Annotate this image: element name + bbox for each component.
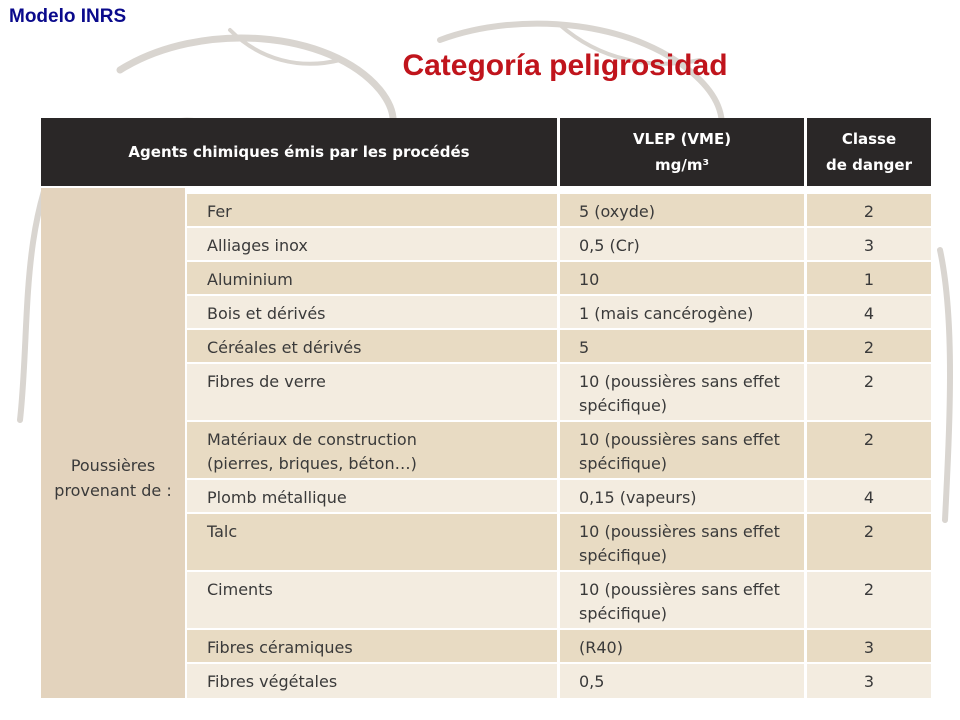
group-label-line2: provenant de :: [54, 481, 172, 500]
vlep-cell-text: 10 (poussières sans effet: [579, 372, 780, 391]
vlep-cell: [560, 422, 804, 478]
classe-cell-text: 2: [863, 522, 875, 541]
group-label-line1: Poussières: [70, 456, 156, 475]
classe-cell-text: 3: [863, 236, 875, 255]
vlep-cell-text: 0,5 (Cr): [579, 236, 640, 255]
table-header: [41, 118, 931, 186]
agent-cell-text: Aluminium: [207, 270, 293, 289]
vlep-cell-text: 10 (poussières sans effet: [579, 522, 780, 541]
vlep-cell-text: 0,5: [579, 672, 605, 691]
agent-cell-text: Plomb métallique: [207, 488, 347, 507]
vlep-cell-text: spécifique): [579, 454, 668, 473]
vlep-cell: [560, 262, 804, 294]
classe-cell: [807, 194, 931, 226]
classe-cell-text: 2: [863, 338, 875, 357]
classe-cell-text: 4: [863, 488, 875, 507]
classe-cell-text: 2: [863, 202, 875, 221]
agent-cell: [187, 194, 557, 226]
table-row: [187, 262, 931, 294]
agent-cell-text: Bois et dérivés: [207, 304, 326, 323]
header-agents: [41, 118, 557, 186]
vlep-cell: [560, 296, 804, 328]
header-vlep-line1: VLEP (VME): [632, 130, 732, 148]
classe-cell: [807, 296, 931, 328]
classe-cell: [807, 228, 931, 260]
table-row: [187, 480, 931, 512]
vlep-cell-text: 5 (oxyde): [579, 202, 655, 221]
table-row: [187, 422, 931, 478]
header-classe-line2: de danger: [826, 156, 912, 174]
table-row: [187, 364, 931, 420]
vlep-cell-text: 1 (mais cancérogène): [579, 304, 754, 323]
vlep-cell-text: 10: [579, 270, 600, 289]
classe-cell-text: 3: [863, 672, 875, 691]
agent-cell: [187, 422, 557, 478]
table-row: [187, 664, 931, 698]
agent-cell-text: Fer: [207, 202, 232, 221]
vlep-cell: [560, 364, 804, 420]
vlep-cell: [560, 228, 804, 260]
page-title: Categoría peligrosidad: [402, 49, 728, 82]
classe-cell: [807, 572, 931, 628]
vlep-cell: [560, 630, 804, 662]
brand-label: Modelo INRS: [9, 6, 127, 27]
vlep-cell-text: (R40): [579, 638, 623, 657]
classe-cell: [807, 330, 931, 362]
vlep-cell-text: 0,15 (vapeurs): [579, 488, 697, 507]
classe-cell: [807, 262, 931, 294]
classe-cell: [807, 364, 931, 420]
classe-cell-text: 2: [863, 372, 875, 391]
classe-cell-text: 2: [863, 580, 875, 599]
agent-cell-text: Fibres céramiques: [207, 638, 353, 657]
agent-cell-text: Ciments: [207, 580, 273, 599]
vlep-cell: [560, 194, 804, 226]
vlep-cell: [560, 514, 804, 570]
hazard-table: [41, 118, 931, 698]
vlep-cell-text: 10 (poussières sans effet: [579, 580, 780, 599]
classe-cell: [807, 630, 931, 662]
table-row: [187, 330, 931, 362]
classe-cell-text: 1: [863, 270, 875, 289]
agent-cell: [187, 480, 557, 512]
table-row: [187, 514, 931, 570]
classe-cell: [807, 664, 931, 698]
classe-cell-text: 2: [863, 430, 875, 449]
table-row: [187, 194, 931, 226]
vlep-cell-text: spécifique): [579, 604, 668, 623]
agent-cell: [187, 630, 557, 662]
agent-cell: [187, 572, 557, 628]
vlep-cell-text: 5: [579, 338, 590, 357]
agent-cell: [187, 330, 557, 362]
agent-cell-text: Fibres végétales: [207, 672, 338, 691]
group-label-cell: [41, 188, 185, 698]
agent-cell: [187, 364, 557, 420]
agent-cell: [187, 514, 557, 570]
classe-cell-text: 3: [863, 638, 875, 657]
header-vlep: [560, 118, 804, 186]
agent-cell: [187, 664, 557, 698]
classe-cell: [807, 514, 931, 570]
vlep-cell: [560, 480, 804, 512]
agent-cell-text: Matériaux de construction: [207, 430, 417, 449]
table-row: [187, 228, 931, 260]
header-agents-label: Agents chimiques émis par les procédés: [128, 143, 470, 161]
table-row: [187, 572, 931, 628]
vlep-cell: [560, 330, 804, 362]
header-vlep-line2: mg/m³: [654, 156, 710, 174]
agent-cell-text: Fibres de verre: [207, 372, 326, 391]
vlep-cell-text: 10 (poussières sans effet: [579, 430, 780, 449]
header-classe: [807, 118, 931, 186]
classe-cell: [807, 422, 931, 478]
table-row: [187, 296, 931, 328]
agent-cell-text: Alliages inox: [207, 236, 308, 255]
agent-cell: [187, 296, 557, 328]
agent-cell-text: (pierres, briques, béton…): [207, 454, 417, 473]
vlep-cell-text: spécifique): [579, 396, 668, 415]
agent-cell-text: Talc: [207, 522, 238, 541]
agent-cell: [187, 262, 557, 294]
agent-cell-text: Céréales et dérivés: [207, 338, 362, 357]
vlep-cell: [560, 572, 804, 628]
vlep-cell-text: spécifique): [579, 546, 668, 565]
header-classe-line1: Classe: [841, 130, 897, 148]
classe-cell-text: 4: [863, 304, 875, 323]
classe-cell: [807, 480, 931, 512]
table-row: [187, 630, 931, 662]
agent-cell: [187, 228, 557, 260]
vlep-cell: [560, 664, 804, 698]
